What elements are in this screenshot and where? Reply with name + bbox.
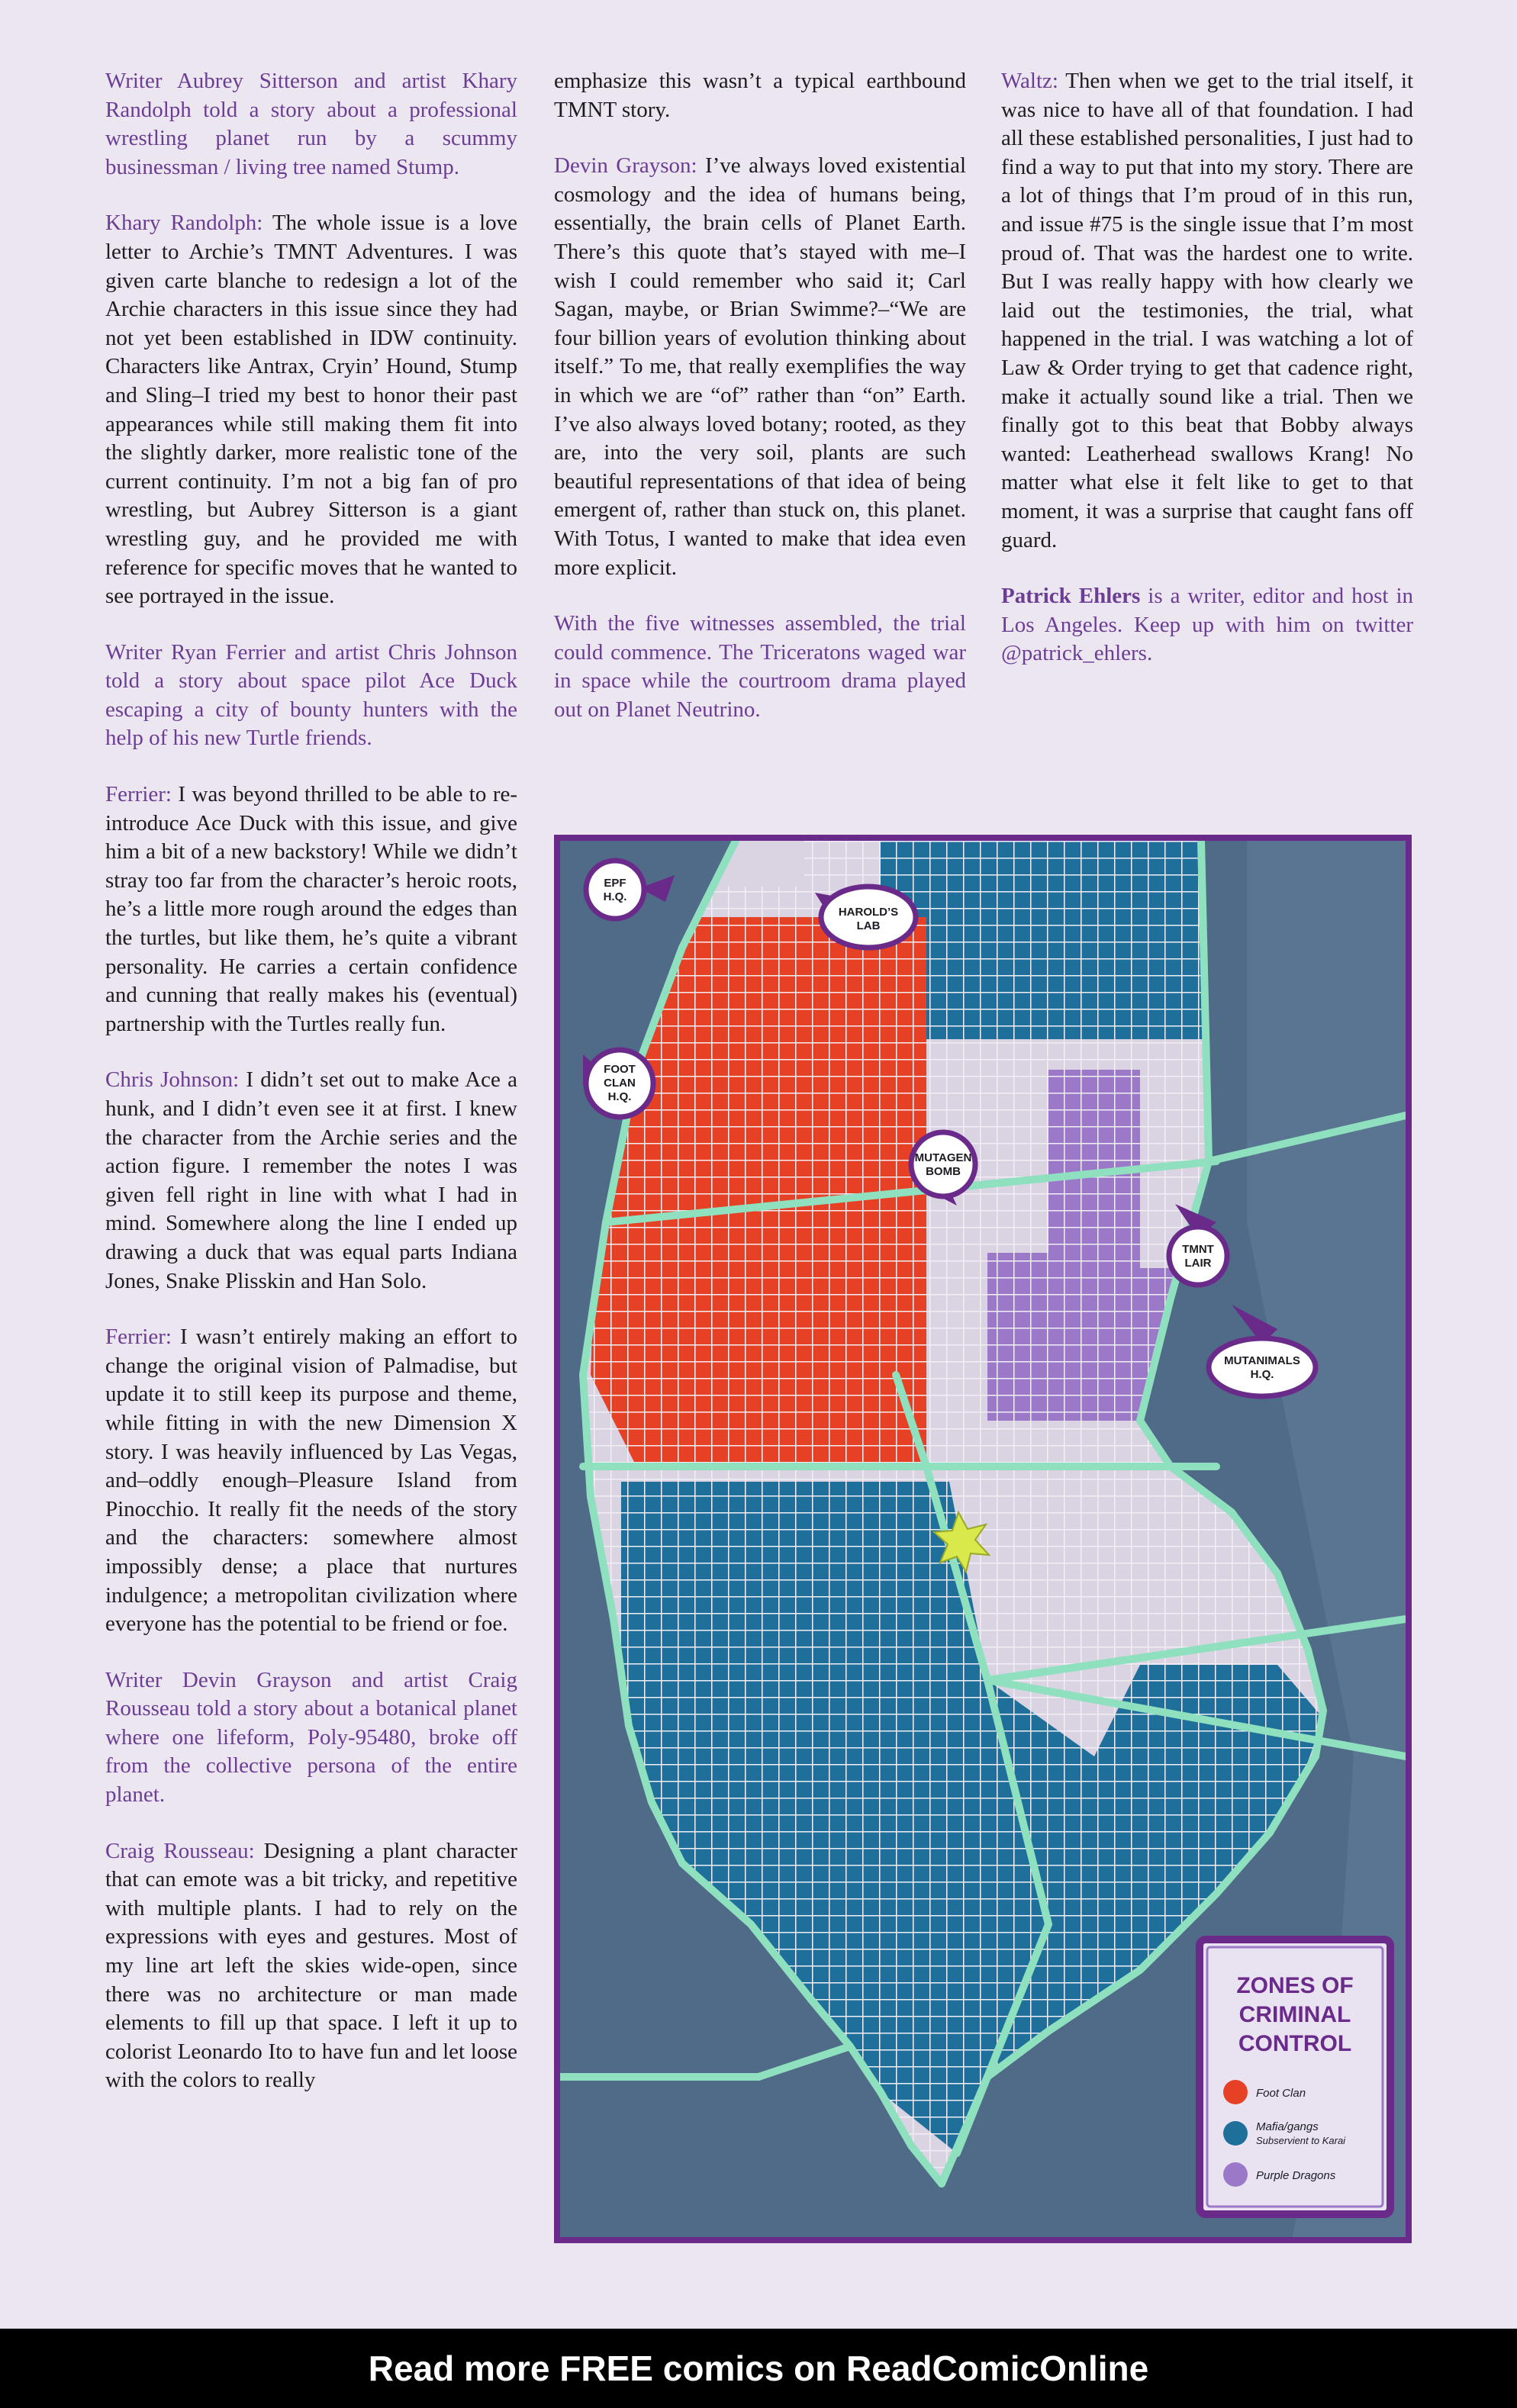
svg-text:BOMB: BOMB [926, 1165, 961, 1178]
paragraph-ferrier-1: Ferrier: I was beyond thrilled to be able to re-introduce Ace Duck with this issue, and give him a bit of a new backstory! While we didn’t stray too far from the character’s heroic roots, he’s a little more rough around the edges than the turtles, but like them, he’s quite a vibrant personality. He carries a certain confidence and cunning that really makes his (eventual) partnership with the Turtles really fun. [105, 782, 517, 1036]
paragraph-devin-grayson: Devin Grayson: I’ve always loved existential cosmology and the idea of humans being, essentially, the brain cells of Planet Earth. There’s this quote that’s stayed with me–I wish I could remember who said it; Carl Sagan, maybe, or Brian Swimme?–“We are four billion years of evolution thinking about itself.” To me, that really exemplifies the way in which we are “of” rather than “on” Earth. I’ve also always loved botany; rooted, as they are, into the very soil, plants are such beautiful representations of that idea of being emergent of, rather than stuck on, this planet. With Totus, I wanted to make that idea even more explicit. [554, 153, 966, 580]
legend-title-line-3: CONTROL [1238, 2031, 1352, 2056]
legend-swatch-foot-clan [1223, 2080, 1248, 2104]
marker-foot-clan-hq [583, 1050, 653, 1117]
legend-title-line-2: CRIMINAL [1238, 2002, 1351, 2027]
paragraph-trial-intro: With the five witnesses assembled, the trial could commence. The Triceratons waged war in space while the courtroom drama played out on Planet Neutrino. [554, 611, 966, 722]
legend-swatch-purple-dragons [1223, 2162, 1248, 2187]
svg-text:FOOT: FOOT [604, 1063, 636, 1076]
map-illustration [560, 841, 1406, 2237]
svg-text:H.Q.: H.Q. [603, 890, 627, 903]
paragraph-author-bio: Patrick Ehlers is a writer, editor and host in Los Angeles. Keep up with him on twitter @patrick_ehlers. [1001, 584, 1414, 666]
svg-text:MUTANIMALS: MUTANIMALS [1224, 1354, 1300, 1367]
svg-text:EPF: EPF [604, 877, 626, 890]
legend-swatch-mafia [1223, 2121, 1248, 2146]
svg-text:HAROLD’S: HAROLD’S [838, 906, 899, 919]
marker-harolds-lab [815, 887, 916, 948]
article-column-2 [554, 67, 966, 752]
svg-text:CLAN: CLAN [604, 1077, 636, 1090]
paragraph-chris-johnson: Chris Johnson: I didn’t set out to make Ace a hunk, and I didn’t even see it at first. I knew the character from the Archie series and the action figure. I remember the notes I was given fell right in line with what I had in mind. Somewhere along the line I ended up drawing a duck that was equal parts Indiana Jones, Snake Plisskin and Han Solo. [105, 1067, 517, 1293]
paragraph-khary-randolph: Khary Randolph: The whole issue is a love letter to Archie’s TMNT Adventures. I was given carte blanche to redesign a lot of the Archie characters in this issue since they had not yet been established in IDW continuity. Characters like Antrax, Cryin’ Hound, Stump and Sling–I tried my best to honor their past appearances while still making them fit into the slightly darker, more realistic tone of the current continuity. I’m not a big fan of pro wrestling, but Aubrey Sitterson is a giant wrestling guy, and he provided me with reference for specific moves that he wanted to see portrayed in the issue. [105, 211, 517, 609]
svg-text:MUTAGEN: MUTAGEN [914, 1151, 972, 1164]
paragraph-craig-rousseau: Craig Rousseau: Designing a plant character that can emote was a bit tricky, and repetitive with multiple plants. I had to rely on the expressions with eyes and gestures. Most of my line art left the skies wide-open, since there was no architecture or man made elements to fill up that space. I left it up to colorist Leonardo Ito to have fun and let loose with the colors to really [105, 1838, 517, 2093]
legend-title-line-1: ZONES OF [1236, 1973, 1354, 1998]
svg-text:TMNT: TMNT [1182, 1243, 1214, 1256]
article-column-1 [105, 67, 517, 2123]
legend-label-mafia: Mafia/gangs [1256, 2120, 1319, 2133]
map-legend [1200, 1940, 1390, 2214]
svg-text:LAB: LAB [856, 919, 881, 932]
paragraph-ferrier-2: Ferrier: I wasn’t entirely making an effort to change the original vision of Palmadise, but update it to still keep its purpose and theme, while fitting in with the new Dimension X story. I was heavily influenced by Las Vegas, and–oddly enough–Pleasure Island from Pinocchio. It really fit the needs of the story and the characters: somewhere almost impossibly dense; a place that nurtures indulgence; a metropolitan civilization where everyone has the potential to be friend or foe. [105, 1325, 517, 1637]
legend-label-foot-clan: Foot Clan [1256, 2087, 1306, 2100]
manhattan-map [554, 835, 1412, 2243]
svg-text:H.Q.: H.Q. [1250, 1368, 1274, 1381]
footer-banner[interactable]: Read more FREE comics on ReadComicOnline [0, 2329, 1517, 2408]
svg-text:H.Q.: H.Q. [607, 1090, 632, 1103]
paragraph-intro-grayson: Writer Devin Grayson and artist Craig Rousseau told a story about a botanical planet where one lifeform, Poly-95480, broke off from the collective persona of the entire planet. [105, 1667, 517, 1808]
paragraph-continuation: emphasize this wasn’t a typical earthbound TMNT story. [554, 69, 966, 122]
svg-text:LAIR: LAIR [1184, 1257, 1212, 1270]
article-column-3 [1001, 67, 1413, 696]
legend-label-purple-dragons: Purple Dragons [1256, 2169, 1336, 2182]
paragraph-intro-sitterson: Writer Aubrey Sitterson and artist Khary Randolph told a story about a professional wrestling planet run by a scummy businessman / living tree named Stump. [105, 69, 517, 179]
legend-sub-mafia: Subservient to Karai [1256, 2135, 1346, 2146]
paragraph-waltz: Waltz: Then when we get to the trial itself, it was nice to have all of that foundation. I had all these established personalities, I just had to find a way to put that into my story. There are a lot of things that I’m proud of in this run, and issue #75 is the single issue that I’m most proud of. That was the hardest one to write. But I was really happy with how clearly we laid out the testimonies, the trial, what happened in the trial. I was watching a lot of Law & Order trying to get that cadence right, make it actually sound like a trial. Then we finally got to this beat that Bobby always wanted: Leatherhead swallows Krang! No matter what else it felt like to get to that moment, it was a surprise that caught fans off guard. [1001, 69, 1413, 552]
paragraph-intro-ferrier: Writer Ryan Ferrier and artist Chris Johnson told a story about space pilot Ace Duck escaping a city of bounty hunters with the help of his new Turtle friends. [105, 639, 517, 751]
